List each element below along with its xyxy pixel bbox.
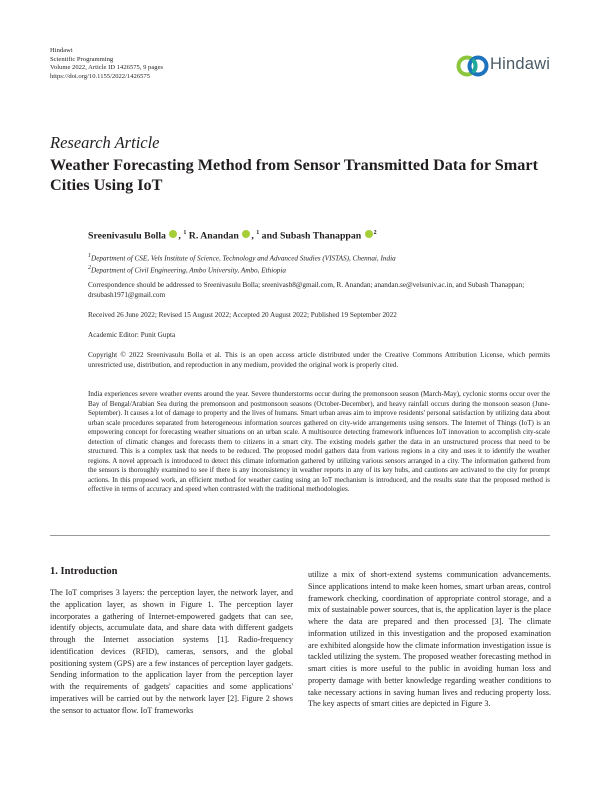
author-affiliation-mark: 1	[256, 230, 260, 236]
publication-dates: Received 26 June 2022; Revised 15 August 2022; Accepted 20 August 2022; Published 19 September 2022	[88, 311, 397, 319]
affiliation-mark: 1	[88, 253, 91, 259]
section-heading: 1. Introduction	[50, 566, 118, 577]
affiliation-text: Department of CSE, Vels Institute of Science, Technology and Advanced Studies (VISTAS), Chennai, India	[91, 254, 396, 263]
hindawi-logo	[456, 48, 554, 84]
author-name: R. Anandan	[188, 230, 239, 242]
affiliation-item	[88, 264, 396, 276]
publisher-name: Hindawi	[50, 47, 73, 54]
affiliation-text: Department of Civil Engineering, Ambo University, Ambo, Ethiopia	[91, 266, 286, 275]
affiliations	[88, 252, 396, 276]
academic-editor: Academic Editor: Punit Gupta	[88, 331, 176, 339]
author-affiliation-mark: 2	[373, 230, 377, 236]
correspondence: Correspondence should be addressed to Sreenivasulu Bolla; sreenivasb8@gmail.com, R. Anandan; anandan.se@velsuniv.ac.in, and Subash Thanappan; drsubash1971@gmail.com	[88, 281, 525, 299]
section-divider	[50, 535, 550, 536]
orcid-icon[interactable]	[365, 230, 373, 238]
body-column-right: utilize a mix of short-extend systems communication advancements. Since applications intend to make keen homes, smart urban areas, control framework checking, coordination of appropriate control storage, and a mix of sustainable power sources, that is, the application layer is the place where the data are prepared and then processed [3]. The climate information utilized in this investigation and the proposed examination are exhibited alongside how the climate information investigation issue is tackled utilizing the system. The proposed weather forecasting method in smart cities is more useful to the public in avoiding human loss and property damage with better knowledge regarding weather conditions to take necessary actions in saving human lives and reducing property loss. The key aspects of smart cities are depicted in Figure 3.	[308, 570, 551, 709]
author-separator: ,	[251, 230, 257, 242]
affiliation-mark: 2	[88, 264, 91, 271]
affiliation-item	[88, 252, 396, 264]
doi-link[interactable]: https://doi.org/10.1155/2022/1426575	[50, 72, 151, 80]
article-title: Weather Forecasting Method from Sensor Transmitted Data for Smart Cities Using IoT	[50, 156, 538, 194]
abstract: India experiences severe weather events around the year. Severe thunderstorms occur during the premonsoon season (March-May), cyclonic storms occur over the Bay of Bengal/Arabian Sea during the premonsoon and postmonsoon seasons (October-December), and heavy rainfall occurs during the monsoon season (June-September). It causes a lot of damage to property and the lives of humans. Smart urban areas aim to improve residents' personal satisfaction by utilizing data about urban scale procedures separated from heterogeneous information sources gathered on city-wide arrangements using sensors. The Internet of Things (IoT) is an empowering concept for forecasting weather situations on an urban scale. A multisource detecting framework influences IoT innovation to accomplish city-scale detection of climatic changes and forecasts them to citizens in a smart city. The existing models gather the data in an unstructured process that need to be structured. This is a complex task that needs to be reduced. The proposed model gathers data from various regions in a city and uses it to identify the weather regions. A novel approach is introduced to detect this climate information gathered by utilizing various sensors arranged in a city. The information gathered from the sensors is thoroughly examined to see if there is any inconsistency in weather reports in any of its key hubs, and cautions are activated to the city for prompt actions. In this proposed work, an efficient method for weather casting using an IoT mechanism is introduced, and the results state that the proposed method is effective in terms of accuracy and speed when contrasted with the traditional methodologies.	[88, 390, 550, 494]
copyright-notice: Copyright © 2022 Sreenivasulu Bolla et al. This is an open access article distributed under the Creative Commons Attribution License, which permits unrestricted use, distribution, and reproduction in any medium, provided the original work is properly cited.	[88, 351, 550, 369]
article-type: Research Article	[50, 133, 160, 152]
orcid-icon[interactable]	[242, 230, 250, 238]
hindawi-logo-icon	[456, 49, 490, 83]
author-list	[88, 230, 377, 241]
volume-info: Volume 2022, Article ID 1426575, 9 pages	[50, 64, 164, 72]
author-name: Subash Thanappan	[279, 230, 362, 242]
journal-name: Scientific Programming	[50, 55, 114, 63]
author-separator: ,	[178, 230, 184, 242]
author-affiliation-mark: 1	[183, 230, 187, 236]
author-name: Sreenivasulu Bolla	[88, 230, 166, 242]
journal-meta	[50, 47, 163, 81]
body-column-left: The IoT comprises 3 layers: the perception layer, the network layer, and the application layer, as shown in Figure 1. The perception layer incorporates a gathering of Internet-empowered gadgets that can see, identify objects, accumulate data, and share data with different gadgets through the Internet association systems [1]. Radio-frequency identification devices (RFID), cameras, sensors, and the global positioning system (GPS) are a few instances of perception layer gadgets. Sending information to the application layer from the perception layer with the requirements of gadgets' capacities and some applications' imperatives will be carried out by the network layer [2]. Figure 2 shows the sensor to actuator flow. IoT frameworks	[50, 588, 293, 715]
author-separator: and	[259, 230, 280, 242]
logo-text: Hindawi	[490, 55, 551, 73]
orcid-icon[interactable]	[169, 230, 177, 238]
